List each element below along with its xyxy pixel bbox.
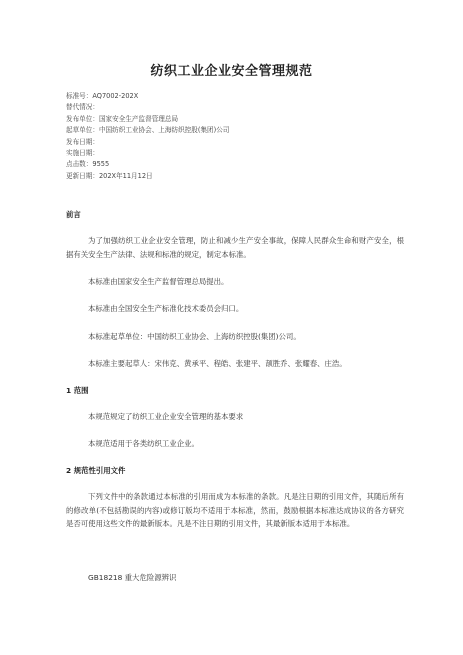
preface-paragraph-drafting-unit: 本标准起草单位：中国纺织工业协会、上海纺织控股(集团)公司。 <box>88 332 301 341</box>
scope-paragraph-applicability: 本规范适用于各类纺织工业企业。 <box>88 439 199 448</box>
preface-paragraph-proposer: 本标准由国家安全生产监督管理总局提出。 <box>88 277 229 286</box>
preface-heading: 前言 <box>66 210 81 219</box>
preface-paragraph-committee: 本标准由全国安全生产标准化技术委员会归口。 <box>88 304 244 313</box>
references-paragraph-intro: 下列文件中的条款通过本标准的引用而成为本标准的条款。凡是注日期的引用文件，其随后所有的修改单(不包括勘误的内容)或修订版均不适用于本标准，然而，鼓励根据本标准达成协议的各方研究是否可使用这些文件的最新版本。凡是不注日期的引用文件，其最新版本适用于本标准。 <box>66 492 404 529</box>
meta-value: 国家安全生产监督管理总局 <box>98 114 179 123</box>
meta-label: 发布日期： <box>66 137 99 146</box>
meta-row-publisher <box>66 114 406 125</box>
meta-value: 202X年11月12日 <box>98 171 153 180</box>
meta-row-click-count <box>66 159 406 170</box>
meta-label: 更新日期： <box>66 171 99 180</box>
meta-value: 中国纺织工业协会、上海纺织控股(集团)公司 <box>98 126 230 135</box>
normative-references-heading: 2 规范性引用文件 <box>66 466 126 475</box>
meta-row-update-date <box>66 171 406 182</box>
meta-row-effective-date <box>66 148 406 159</box>
meta-label: 标准号： <box>66 92 93 100</box>
references-item-gb18218: GB18218 重大危险源辨识 <box>88 573 177 582</box>
document-metadata <box>66 91 406 182</box>
meta-value: 9555 <box>92 160 110 169</box>
preface-paragraph-purpose: 为了加强纺织工业企业安全管理，防止和减少生产安全事故，保障人民群众生命和财产安全，根据有关安全生产法律、法规和标准的规定，制定本标准。 <box>66 236 404 259</box>
meta-row-replacement <box>66 102 406 113</box>
scope-paragraph-requirements: 本规范规定了纺织工业企业安全管理的基本要求 <box>88 412 244 421</box>
meta-label: 实施日期： <box>66 149 99 158</box>
document-title: 纺织工业企业安全管理规范 <box>150 64 313 79</box>
meta-label: 起草单位： <box>66 126 99 135</box>
meta-value: AQ7002-202X <box>92 92 139 100</box>
preface-paragraph-drafters: 本标准主要起草人：宋伟克、黄承平、程皓、张建平、颉胜乔、张耀春、庄浩。 <box>88 359 347 368</box>
meta-row-standard-number <box>66 91 406 102</box>
scope-heading: 1 范围 <box>66 386 89 395</box>
meta-label: 替代情况： <box>66 103 99 112</box>
meta-row-publish-date <box>66 137 406 148</box>
meta-label: 点击数： <box>66 160 93 169</box>
meta-label: 发布单位： <box>66 114 99 123</box>
meta-row-drafter <box>66 125 406 136</box>
